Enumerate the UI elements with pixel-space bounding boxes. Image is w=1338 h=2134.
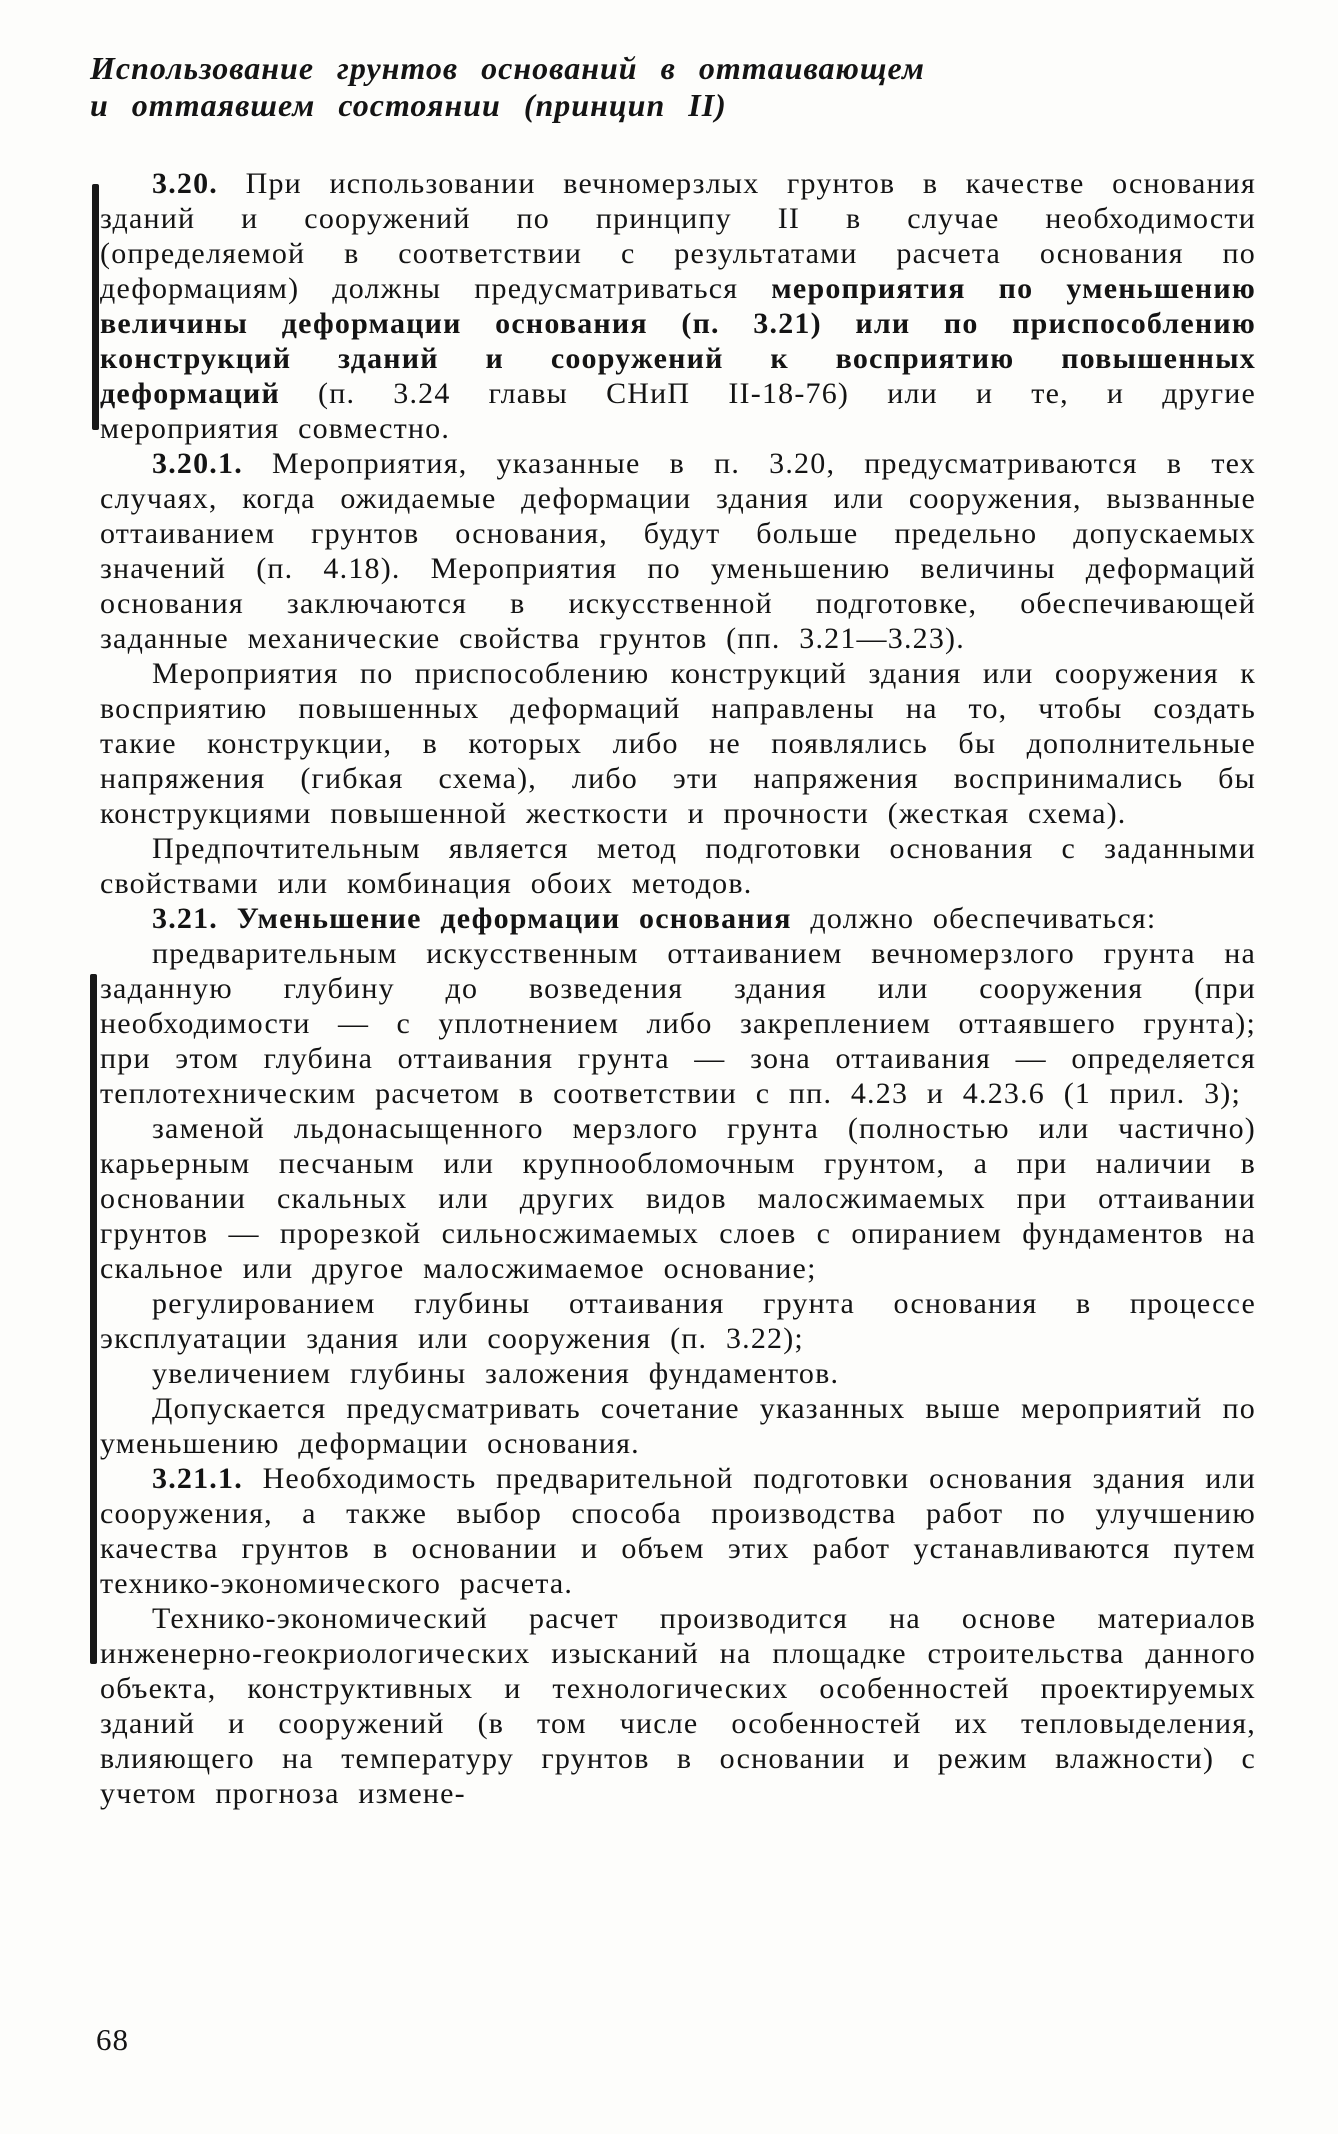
text-run: регулированием глубины оттаивания грунта основания в процессе эксплуатации здания или сооружения (п. 3.22); [100,1287,1256,1355]
text-run: Мероприятия, указанные в п. 3.20, предусматриваются в тех случаях, когда ожидаемые деформации здания или сооружения, вызванные оттаиванием грунтов основания, будут больше предельно допускаемых значений (п. 4.18). Мероприятия по уменьшению величины деформаций основания заключаются в искусственной подготовке, обеспечивающей заданные механические свойства грунтов (пп. 3.21—3.23). [100,447,1256,655]
paragraph-adaptation-measures [100,656,1256,831]
section-heading-line-2: и оттаявшем состоянии (принцип II) [90,87,727,123]
text-run: Предпочтительным является метод подготовки основания с заданными свойствами или комбинация обоих методов. [100,832,1256,900]
paragraph-clause-3-20 [100,166,1256,446]
clause-number-3-20-1: 3.20.1. [152,447,243,480]
clause-number-3-21: 3.21. Уменьшение деформации основания [152,902,792,935]
text-run: должно обеспечиваться: [791,902,1157,935]
paragraph-list-item-thaw-depth-regulation [100,1286,1256,1356]
clause-number-3-21-1: 3.21.1. [152,1462,243,1495]
text-run: При использовании вечномерзлых грунтов в качестве основания зданий и сооружений по принципу II в случае необходимости (определяемой в соответствии с результатами расчета основания по деформациям) должны предусматриваться [100,167,1256,305]
text-run: (п. 3.24 главы СНиП II-18-76) или и те, и другие мероприятия совместно. [100,377,1256,445]
paragraph-list-item-pre-thawing [100,936,1256,1111]
paragraph-technical-economic-calc [100,1601,1256,1811]
change-bar-clause-3-21 [90,974,97,1664]
text-run: Технико-экономический расчет производится на основе материалов инженерно-геокриологических изысканий на площадке строительства данного объекта, конструктивных и технологических особенностей проектируемых зданий и сооружений (в том числе особенностей их тепловыделения, влияющего на температуру грунтов в основании и режим влажности) с учетом прогноза измене- [100,1602,1256,1810]
paragraph-clause-3-21 [100,901,1256,936]
clause-number-3-20: 3.20. [152,167,218,200]
text-run: увеличением глубины заложения фундаментов. [152,1357,840,1390]
paragraph-clause-3-21-1 [100,1461,1256,1601]
text-run: предварительным искусственным оттаиванием вечномерзлого грунта на заданную глубину до возведения здания или сооружения (при необходимости — с уплотнением либо закреплением оттаявшего грунта); при этом глубина оттаивания грунта — зона оттаивания — определяется теплотехническим расчетом в соответствии с пп. 4.23 и 4.23.6 (1 прил. 3); [100,937,1256,1110]
text-run: Необходимость предварительной подготовки основания здания или сооружения, а также выбор способа производства работ по улучшению качества грунтов в основании и объем этих работ устанавливаются путем технико-экономического расчета. [100,1462,1256,1600]
change-bar-clause-3-20 [92,184,99,430]
paragraph-list-item-foundation-depth [100,1356,1256,1391]
paragraph-preferred-method [100,831,1256,901]
text-run: заменой льдонасыщенного мерзлого грунта (полностью или частично) карьерным песчаным или крупнообломочным грунтом, а при наличии в основании скальных или других видов малосжимаемых при оттаивании грунтов — прорезкой сильносжимаемых слоев с опиранием фундаментов на скальное или другое малосжимаемое основание; [100,1112,1256,1285]
paragraph-clause-3-20-1 [100,446,1256,656]
page-number: 68 [96,2022,129,2057]
paragraph-combination-allowed [100,1391,1256,1461]
text-run: Мероприятия по приспособлению конструкций здания или сооружения к восприятию повышенных деформаций направлены на то, чтобы создать такие конструкции, в которых либо не появлялись бы дополнительные напряжения (гибкая схема), либо эти напряжения воспринимались бы конструкциями повышенной жесткости и прочности (жесткая схема). [100,657,1256,830]
section-heading [90,50,1256,124]
paragraph-list-item-soil-replacement [100,1111,1256,1286]
section-heading-line-1: Использование грунтов оснований в оттаивающем [90,50,925,86]
text-run-bold: мероприятия по уменьшению величины деформации основания (п. 3.21) или по приспособлению конструкций зданий и сооружений к восприятию повышенных деформаций [100,272,1256,410]
text-run: Допускается предусматривать сочетание указанных выше мероприятий по уменьшению деформации основания. [100,1392,1256,1460]
